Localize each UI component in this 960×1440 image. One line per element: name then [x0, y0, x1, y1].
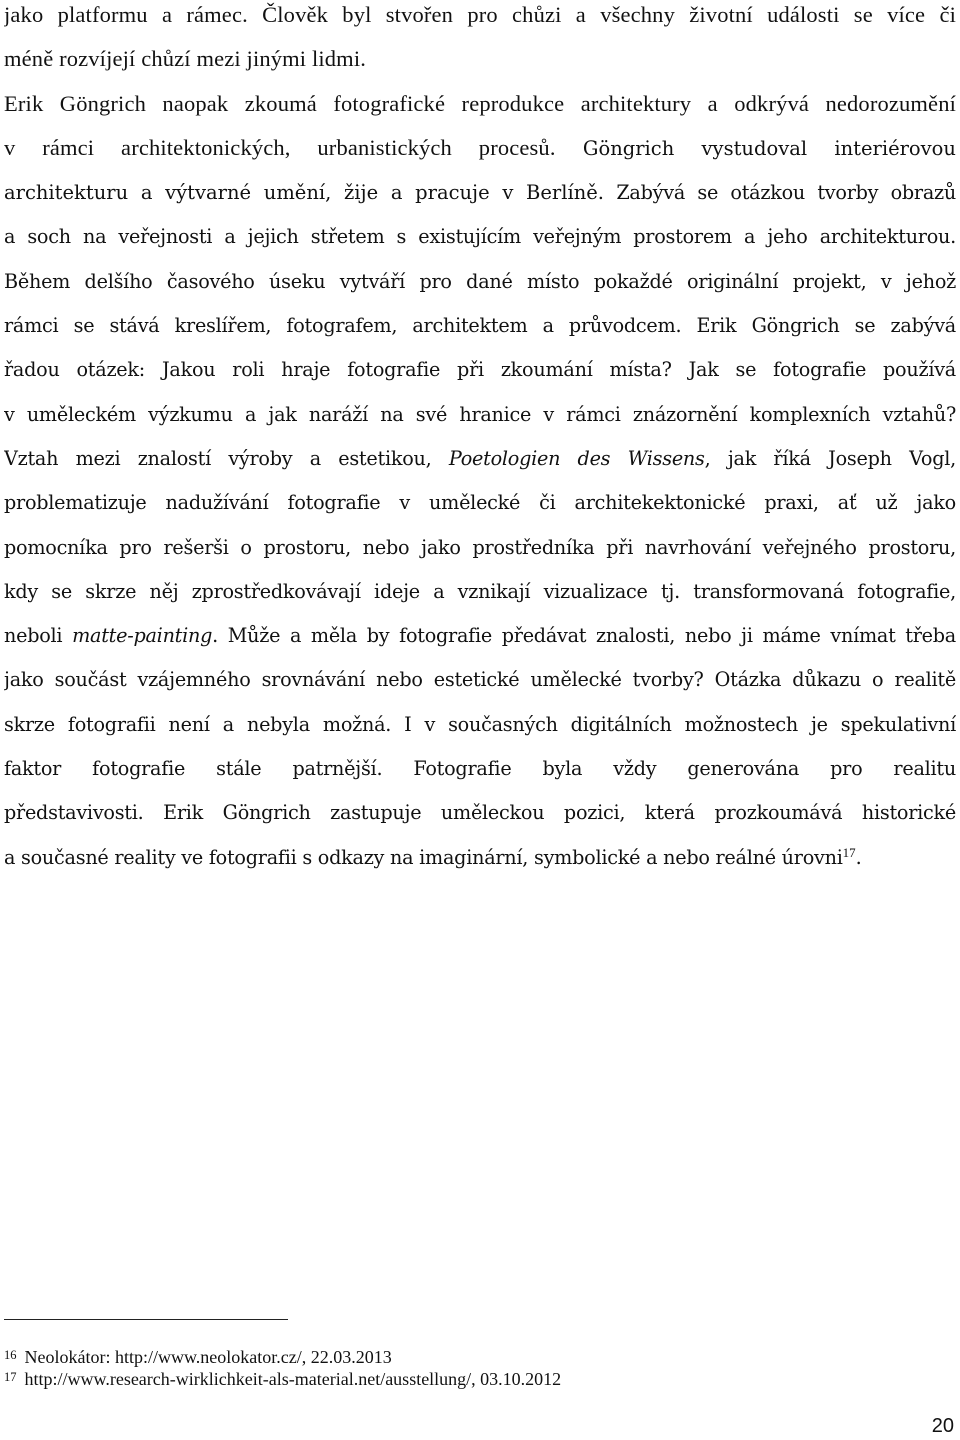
text-segment: neboli	[4, 624, 73, 648]
page-number: 20	[931, 1415, 954, 1437]
text-line	[4, 524, 956, 568]
text-segment: a současné reality ve fotografii s odkazy na imaginární, symbolické a nebo reálné úrovni	[4, 845, 843, 869]
text-segment: Vztah mezi znalostí výroby a estetikou,	[4, 446, 449, 470]
footnotes	[4, 1346, 904, 1390]
footnote-text: http://www.research-wirklichkeit-als-material.net/ausstellung/, 03.10.2012	[24, 1369, 562, 1389]
text-segment: pomocníka pro rešerši o prostoru, nebo jako prostředníka při navrhování veřejného prostoru,	[4, 535, 956, 559]
text-line	[4, 479, 956, 523]
text-line	[4, 36, 956, 80]
footnote-mark: 16	[4, 1348, 17, 1362]
text-line	[4, 125, 956, 169]
footnote-17	[4, 1368, 904, 1390]
text-line	[4, 568, 956, 612]
text-segment: v rámci architektonických, urbanistických procesů.	[4, 134, 556, 160]
text-line	[4, 656, 956, 700]
text-segment: kdy se skrze něj zprostředkovávají ideje a vznikají vizualizace tj. transformovaná fotografie,	[4, 579, 956, 603]
text-line	[4, 81, 956, 125]
text-line	[4, 612, 956, 656]
text-line	[4, 834, 956, 878]
footnote-mark: 17	[4, 1370, 17, 1384]
text-segment: méně rozvíjejí chůzí mezi jinými lidmi.	[4, 46, 367, 72]
text-segment: jako platformu a rámec. Člověk byl stvořen pro chůzi a všechny životní události se více či	[4, 2, 956, 27]
text-segment: Göngrich vystudoval interiérovou	[555, 136, 956, 160]
text-line	[4, 169, 956, 213]
text-segment: rámci se stává kreslířem, fotografem, architektem a průvodcem. Erik Göngrich se zabývá	[4, 314, 956, 338]
text-segment: a soch na veřejnosti a jejich střetem s existujícím veřejným prostorem a jeho architekturou.	[4, 225, 956, 249]
footnote-text: Neolokátor: http://www.neolokator.cz/, 22.03.2013	[24, 1347, 392, 1367]
text-line	[4, 789, 956, 833]
text-segment: Zabývá se otázkou tvorby obrazů	[604, 181, 956, 205]
text-segment: faktor fotografie stále patrnější. Fotografie byla vždy generována pro realitu	[4, 757, 956, 781]
text-line	[4, 701, 956, 745]
text-line	[4, 302, 956, 346]
text-segment: Během delšího časového úseku vytváří pro dané místo pokaždé originální projekt, v jehož	[4, 269, 956, 293]
text-segment: Erik Göngrich naopak zkoumá fotografické reprodukce architektury a odkrývá nedorozumění	[4, 90, 956, 116]
text-segment: v uměleckém výzkumu a jak naráží na své hranice v rámci znázornění komplexních vztahů?	[4, 402, 956, 426]
text-segment: představivosti. Erik Göngrich zastupuje uměleckou pozici, která prozkoumává historické	[4, 801, 956, 825]
text-line	[4, 745, 956, 789]
text-segment: . Může a měla by fotografie předávat znalosti, nebo ji máme vnímat třeba	[212, 624, 956, 648]
text-segment: , jak říká Joseph Vogl,	[704, 446, 956, 470]
text-segment: problematizuje nadužívání fotografie v umělecké či architekektonické praxi, ať už jako	[4, 491, 956, 515]
text-line	[4, 213, 956, 257]
footnote-16	[4, 1346, 904, 1368]
text-line	[4, 435, 956, 479]
footnote-reference: 17	[842, 844, 856, 860]
text-segment: skrze fotografii není a nebyla možná. I v současných digitálních možnostech je spekulativní	[4, 712, 956, 736]
text-line	[4, 258, 956, 302]
footnote-separator	[4, 1319, 288, 1320]
body-text	[4, 0, 956, 878]
italic-title: matte-painting	[72, 624, 213, 648]
text-line	[4, 0, 956, 36]
text-line	[4, 391, 956, 435]
text-segment: řadou otázek: Jakou roli hraje fotografie při zkoumání místa? Jak se fotografie používá	[4, 358, 956, 382]
text-segment: jako součást vzájemného srovnávání nebo estetické umělecké tvorby? Otázka důkazu o realitě	[4, 668, 956, 692]
text-segment: .	[855, 845, 862, 869]
text-line	[4, 346, 956, 390]
text-segment: architekturu a výtvarné umění, žije a pracuje v Berlíně.	[4, 181, 604, 205]
italic-title: Poetologien des Wissens	[448, 446, 705, 470]
